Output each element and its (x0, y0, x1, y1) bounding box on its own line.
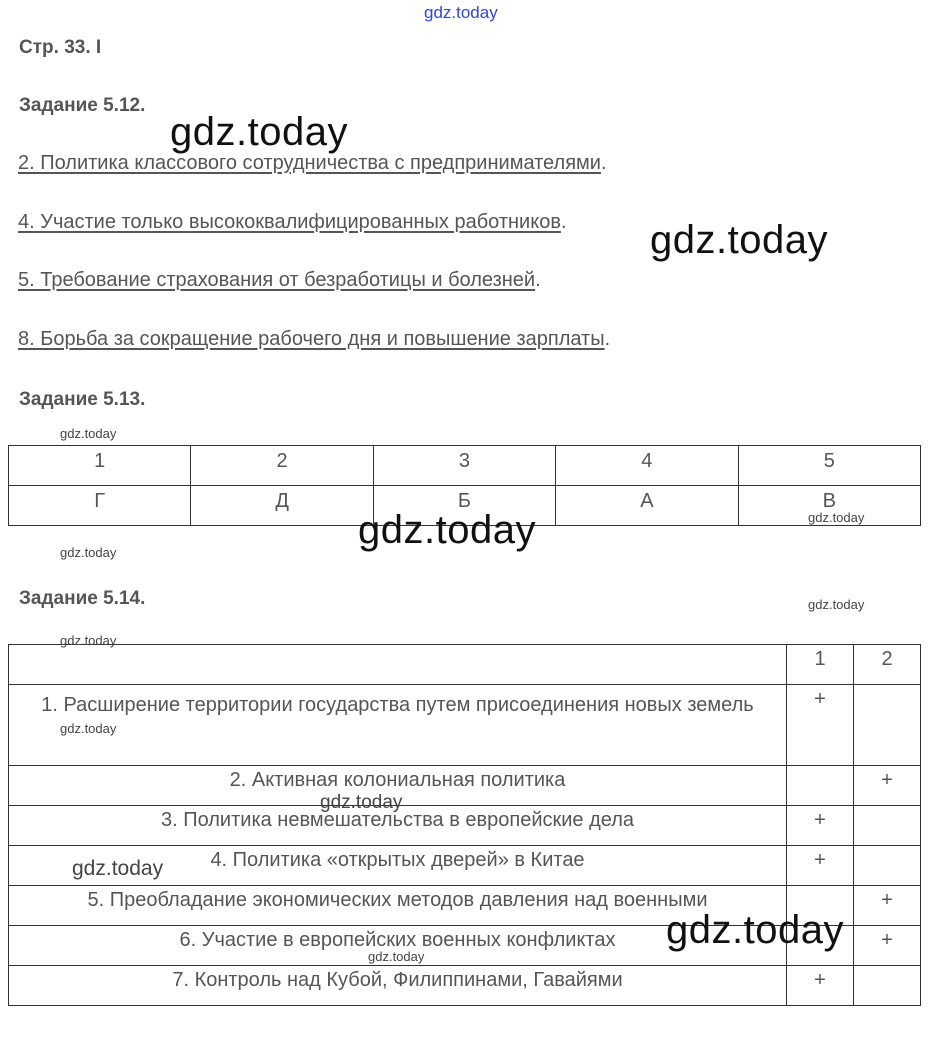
value-cell: Г (9, 486, 191, 526)
answer-item: 8. Борьба за сокращение рабочего дня и повышение зарплаты. (18, 328, 611, 350)
mark-cell: + (787, 846, 854, 886)
answer-item: 4. Участие только высококвалифицированных работников. (18, 211, 567, 233)
table-row (9, 645, 921, 685)
mark-cell (854, 806, 921, 846)
task-5-13-title: Задание 5.13. (19, 389, 146, 410)
mark-cell: + (787, 806, 854, 846)
row-text: 7. Контроль над Кубой, Филиппинами, Гавайями (9, 966, 787, 1006)
table-row (9, 766, 921, 806)
header-cell: 3 (373, 446, 555, 486)
watermark: gdz.today (60, 426, 117, 441)
mark-cell (854, 685, 921, 766)
row-text: 2. Активная колониальная политика (9, 766, 787, 806)
header-cell: 1 (787, 645, 854, 685)
header-cell: 5 (738, 446, 920, 486)
page-reference: Стр. 33. I (19, 37, 102, 58)
mark-cell: + (787, 966, 854, 1006)
header-cell: 2 (191, 446, 373, 486)
mark-cell: + (854, 926, 921, 966)
mark-cell (854, 966, 921, 1006)
row-text: 3. Политика невмешательства в европейские дела (9, 806, 787, 846)
task-5-14-title: Задание 5.14. (19, 588, 146, 609)
watermark: gdz.today (368, 949, 425, 964)
answer-item: 2. Политика классового сотрудничества с предпринимателями. (18, 152, 607, 174)
watermark: gdz.today (808, 597, 865, 612)
watermark: gdz.today (650, 218, 828, 262)
watermark: gdz.today (60, 721, 117, 736)
value-cell: А (556, 486, 738, 526)
mark-cell: + (854, 886, 921, 926)
watermark: gdz.today (60, 545, 117, 560)
mark-cell (787, 766, 854, 806)
answer-item: 5. Требование страхования от безработицы и болезней. (18, 269, 541, 291)
watermark: gdz.today (808, 510, 865, 525)
table-row (9, 446, 921, 486)
table-row (9, 966, 921, 1006)
header-cell: 4 (556, 446, 738, 486)
watermark: gdz.today (170, 110, 348, 154)
watermark: gdz.today (320, 792, 403, 813)
watermark: gdz.today (72, 857, 164, 880)
row-text: 1. Расширение территории государства путем присоединения новых земель (9, 685, 787, 766)
table-row (9, 685, 921, 766)
header-cell: 1 (9, 446, 191, 486)
row-text: 5. Преобладание экономических методов давления над военными (9, 886, 787, 926)
table-row (9, 806, 921, 846)
task-5-12-title: Задание 5.12. (19, 95, 146, 116)
value-cell: В (738, 486, 920, 526)
header-cell: 2 (854, 645, 921, 685)
watermark: gdz.today (60, 633, 117, 648)
watermark: gdz.today (424, 3, 498, 22)
mark-cell: + (787, 685, 854, 766)
empty-cell (9, 645, 787, 685)
row-text: 6. Участие в европейских военных конфликтах (9, 926, 787, 966)
mark-cell: + (854, 766, 921, 806)
watermark: gdz.today (666, 908, 844, 952)
row-text: 4. Политика «открытых дверей» в Китае (9, 846, 787, 886)
mark-cell (854, 846, 921, 886)
value-cell: Д (191, 486, 373, 526)
value-cell: Б (373, 486, 555, 526)
watermark: gdz.today (358, 508, 536, 552)
